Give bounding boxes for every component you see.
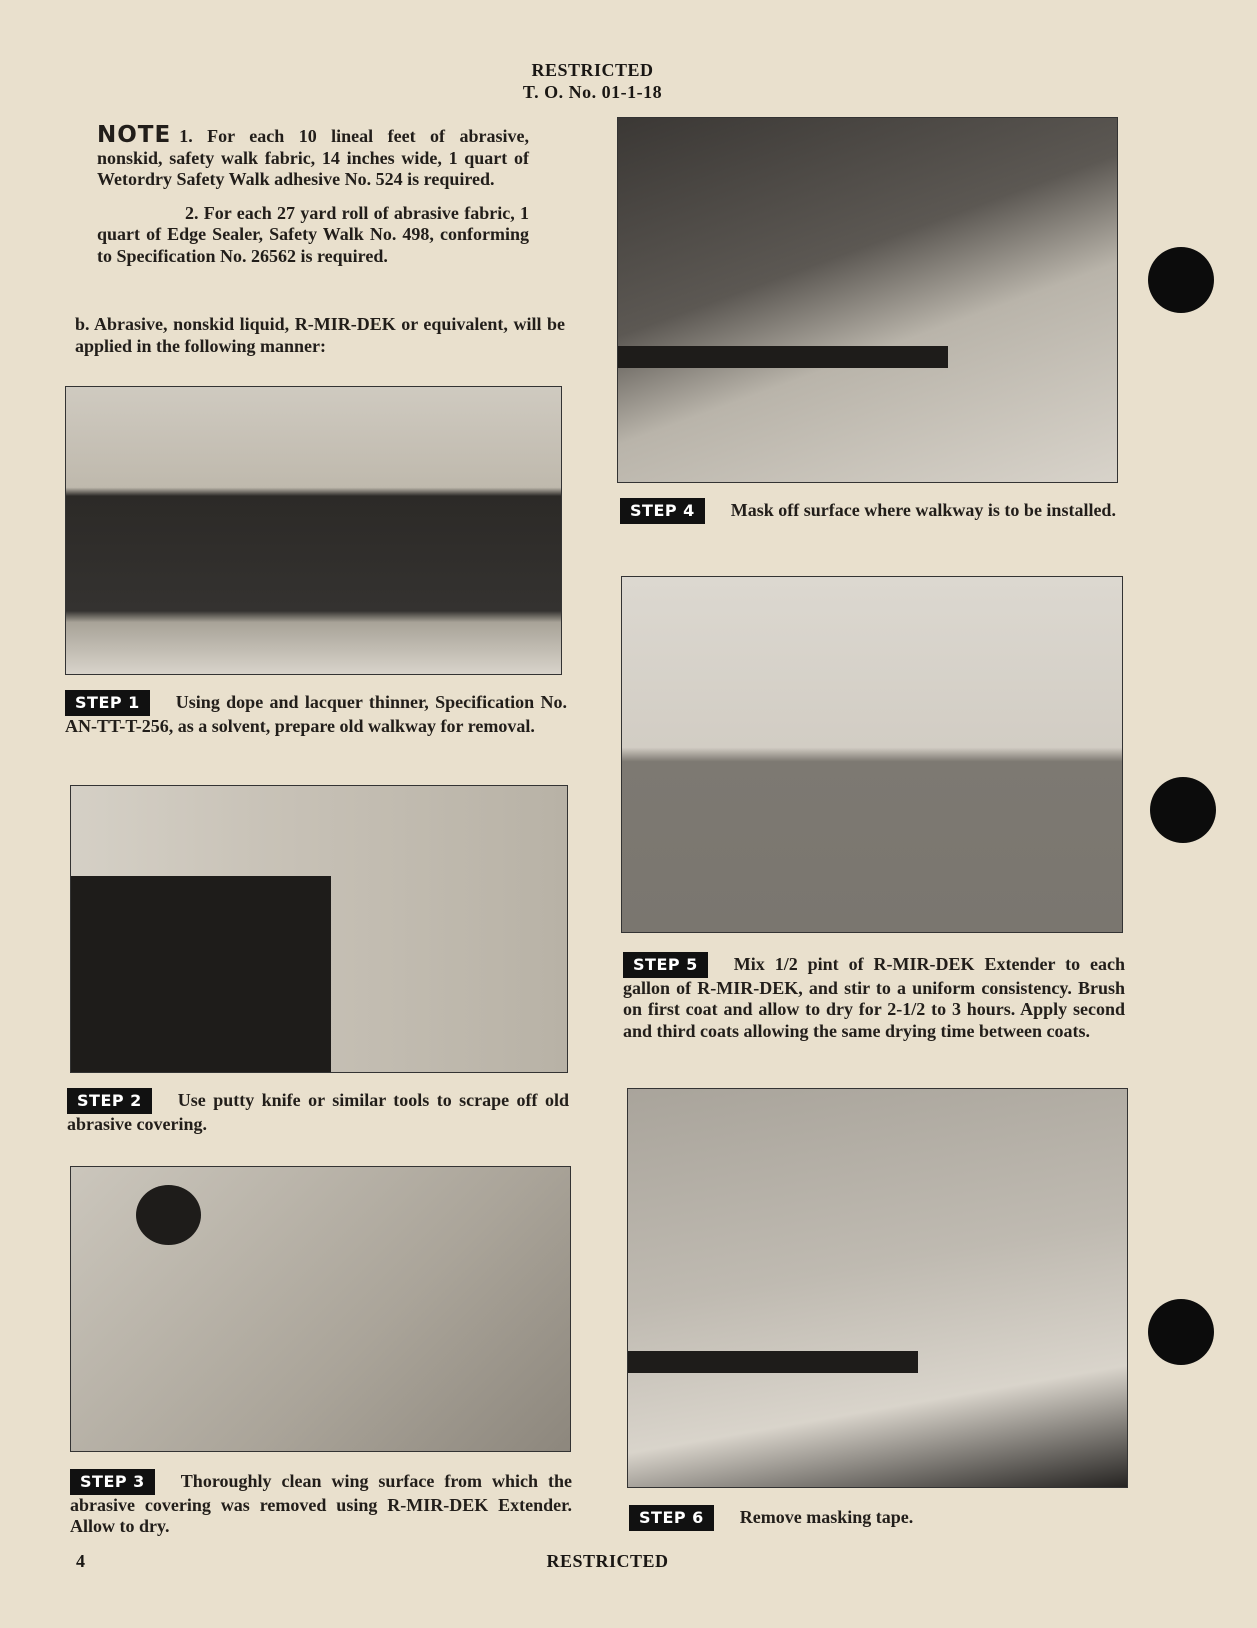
step-5-badge: STEP 5 <box>623 952 708 978</box>
binder-hole <box>1150 777 1216 843</box>
step-5-caption <box>623 952 1125 1042</box>
step-5-text: Mix 1/2 pint of R-MIR-DEK Extender to each gallon of R-MIR-DEK, and stir to a uniform consistency. Brush on first coat and allow to dry for 2-1/2 to 3 hours. Apply second and third coats allowing the same drying time between coats. <box>623 954 1125 1041</box>
footer-classification: RESTRICTED <box>546 1551 669 1571</box>
note-item-2: 2. For each 27 yard roll of abrasive fabric, 1 quart of Edge Sealer, Safety Walk No. 498, conforming to Specification No. 26562 is required. <box>97 202 529 266</box>
paragraph-b: b. Abrasive, nonskid liquid, R-MIR-DEK or equivalent, will be applied in the following manner: <box>75 314 565 356</box>
step-3-text: Thoroughly clean wing surface from which the abrasive covering was removed using R-MIR-DEK Extender. Allow to dry. <box>70 1471 572 1536</box>
header-to-number: T. O. No. 01-1-18 <box>522 82 663 102</box>
step-4-caption <box>620 498 1122 524</box>
header-classification: RESTRICTED <box>531 60 654 80</box>
step-2-photo <box>70 785 568 1073</box>
step-3-photo <box>70 1166 571 1452</box>
step-1-photo <box>65 386 562 675</box>
step-4-badge: STEP 4 <box>620 498 705 524</box>
note-label: NOTE <box>97 122 172 148</box>
step-3-badge: STEP 3 <box>70 1469 155 1495</box>
note-item-1: 1. For each 10 lineal feet of abrasive, nonskid, safety walk fabric, 14 inches wide, 1 quart of Wetordry Safety Walk adhesive No. 524 is required. <box>97 126 529 189</box>
page-number: 4 <box>76 1551 85 1571</box>
step-2-text: Use putty knife or similar tools to scrape off old abrasive covering. <box>67 1090 569 1134</box>
step-4-text: Mask off surface where walkway is to be installed. <box>730 500 1116 520</box>
step-5-photo <box>621 576 1123 933</box>
step-2-caption <box>67 1088 569 1135</box>
step-6-caption <box>629 1505 1131 1531</box>
step-4-photo <box>617 117 1118 483</box>
note-block <box>97 122 529 277</box>
step-2-badge: STEP 2 <box>67 1088 152 1114</box>
step-1-badge: STEP 1 <box>65 690 150 716</box>
step-3-caption <box>70 1469 572 1538</box>
step-6-badge: STEP 6 <box>629 1505 714 1531</box>
binder-hole <box>1148 247 1214 313</box>
note-item-2-wrap <box>97 203 529 268</box>
step-1-caption <box>65 690 567 737</box>
step-6-photo <box>627 1088 1128 1488</box>
binder-hole <box>1148 1299 1214 1365</box>
step-6-text: Remove masking tape. <box>739 1507 914 1527</box>
step-1-text: Using dope and lacquer thinner, Specification No. AN-TT-T-256, as a solvent, prepare old walkway for removal. <box>65 692 567 736</box>
